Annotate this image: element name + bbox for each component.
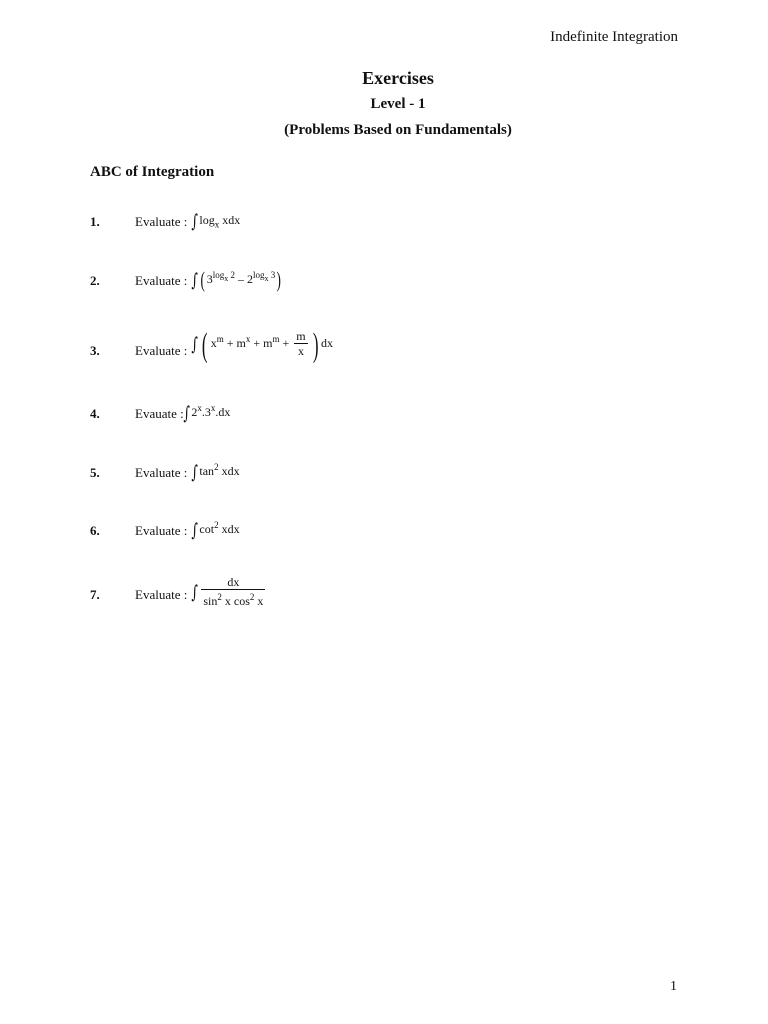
- question-number: 6.: [90, 523, 100, 538]
- question-label: Evaluate :: [135, 273, 188, 288]
- fraction: $\frac{dx}{\sin^2 x \cos^2 x}$: [203, 575, 264, 608]
- integral-expression: $\int\cot^2$ xdx: [191, 520, 240, 541]
- question-label: Evaluate :: [135, 214, 188, 229]
- integral-expression: ∫ ( $x^m + m^x + m^m$ + $\frac{m}{x}$ ) dx: [191, 327, 333, 364]
- question-5: [90, 462, 690, 505]
- subtitle: (Problems Based on Fundamentals): [284, 122, 512, 138]
- question-label: Evaluate :: [135, 343, 188, 358]
- integral-sign: ∫: [191, 334, 198, 355]
- question-6: [90, 520, 690, 563]
- question-2: [90, 267, 690, 313]
- question-label: Evauate :: [135, 406, 184, 421]
- question-label: Evaluate :: [135, 587, 188, 602]
- question-label: Evaluate :: [135, 465, 188, 480]
- integral-sign: ∫: [191, 462, 198, 483]
- integral-expression: ∫ $(3^{log_x 2} - 2^{log_x 3})$: [191, 267, 282, 292]
- integral-sign: ∫: [191, 270, 198, 291]
- page-title: Exercises: [362, 68, 434, 88]
- running-header: Indefinite Integration: [550, 29, 678, 45]
- question-4: [90, 403, 690, 446]
- level-heading: Level - 1: [370, 96, 426, 112]
- question-number: 1.: [90, 214, 100, 229]
- integral-expression: $\int\log_x$ xdx: [191, 211, 241, 232]
- question-3: [90, 327, 690, 383]
- integral-expression: ∫2$^x$.3$^x$.dx: [183, 403, 231, 424]
- fraction: $\frac{m}{x}$: [296, 329, 306, 359]
- section-heading: ABC of Integration: [90, 164, 215, 180]
- question-7: [90, 575, 690, 627]
- question-number: 2.: [90, 273, 100, 288]
- question-number: 5.: [90, 465, 100, 480]
- page-number: 1: [670, 979, 677, 994]
- question-label: Evaluate :: [135, 523, 188, 538]
- question-number: 4.: [90, 406, 100, 421]
- integral-sign: ∫: [191, 520, 198, 541]
- integral-expression: $\int\tan^2$ xdx: [191, 462, 240, 483]
- integral-sign: ∫: [183, 403, 190, 424]
- integral-sign: ∫: [191, 211, 198, 232]
- integral-expression: [190, 576, 267, 608]
- integral-sign: ∫: [191, 581, 198, 603]
- question-number: 7.: [90, 587, 100, 602]
- question-1: [90, 211, 690, 254]
- question-number: 3.: [90, 343, 100, 358]
